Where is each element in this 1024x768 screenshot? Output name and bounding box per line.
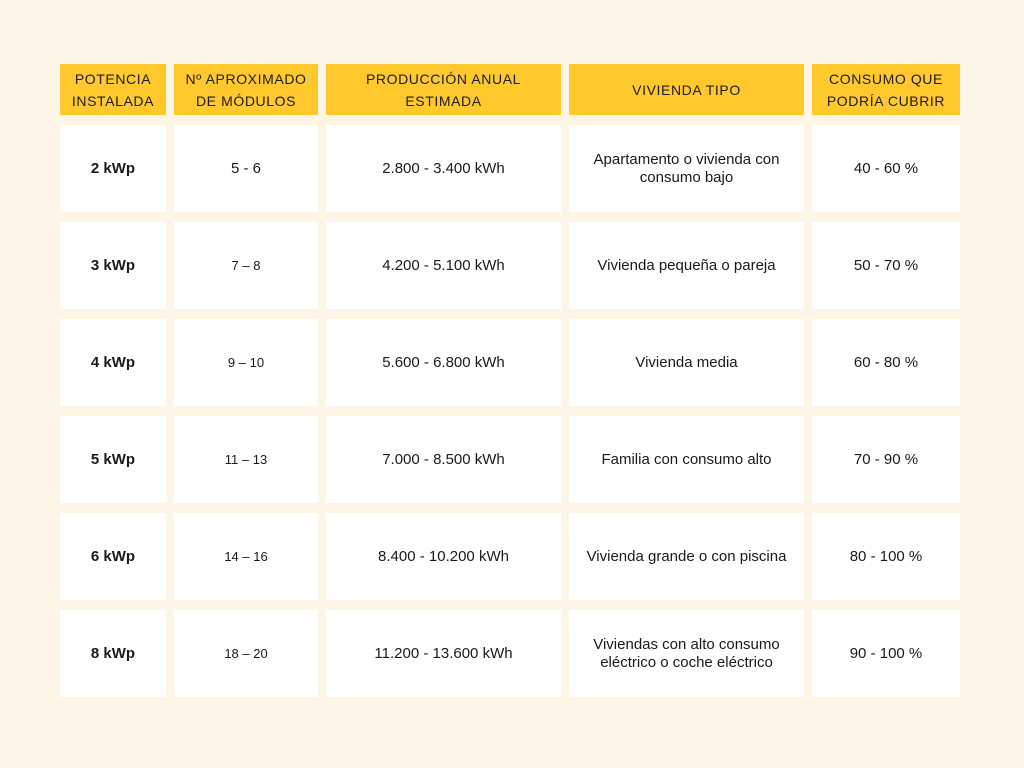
cell-home: Familia con consumo alto bbox=[569, 416, 804, 503]
cell-coverage: 60 - 80 % bbox=[812, 319, 960, 406]
cell-coverage: 40 - 60 % bbox=[812, 125, 960, 212]
cell-power: 4 kWp bbox=[60, 319, 166, 406]
cell-modules: 11 – 13 bbox=[174, 416, 318, 503]
cell-production: 8.400 - 10.200 kWh bbox=[326, 513, 561, 600]
cell-power: 6 kWp bbox=[60, 513, 166, 600]
cell-modules: 7 – 8 bbox=[174, 222, 318, 309]
cell-home: Vivienda grande o con piscina bbox=[569, 513, 804, 600]
cell-coverage: 80 - 100 % bbox=[812, 513, 960, 600]
cell-modules: 5 - 6 bbox=[174, 125, 318, 212]
cell-modules: 18 – 20 bbox=[174, 610, 318, 697]
cell-production: 7.000 - 8.500 kWh bbox=[326, 416, 561, 503]
header-vivienda: VIVIENDA TIPO bbox=[569, 64, 804, 115]
header-consumo: CONSUMO QUE PODRÍA CUBRIR bbox=[812, 64, 960, 115]
cell-production: 5.600 - 6.800 kWh bbox=[326, 319, 561, 406]
cell-coverage: 90 - 100 % bbox=[812, 610, 960, 697]
cell-modules: 14 – 16 bbox=[174, 513, 318, 600]
header-produccion: PRODUCCIÓN ANUAL ESTIMADA bbox=[326, 64, 561, 115]
cell-power: 3 kWp bbox=[60, 222, 166, 309]
cell-home: Apartamento o vivienda con consumo bajo bbox=[569, 125, 804, 212]
header-potencia: POTENCIA INSTALADA bbox=[60, 64, 166, 115]
cell-power: 5 kWp bbox=[60, 416, 166, 503]
cell-home: Vivienda media bbox=[569, 319, 804, 406]
cell-production: 11.200 - 13.600 kWh bbox=[326, 610, 561, 697]
cell-production: 2.800 - 3.400 kWh bbox=[326, 125, 561, 212]
cell-home: Viviendas con alto consumo eléctrico o coche eléctrico bbox=[569, 610, 804, 697]
cell-coverage: 70 - 90 % bbox=[812, 416, 960, 503]
header-modulos: Nº APROXIMADO DE MÓDULOS bbox=[174, 64, 318, 115]
solar-table bbox=[60, 64, 960, 697]
cell-home: Vivienda pequeña o pareja bbox=[569, 222, 804, 309]
cell-coverage: 50 - 70 % bbox=[812, 222, 960, 309]
cell-modules: 9 – 10 bbox=[174, 319, 318, 406]
cell-power: 2 kWp bbox=[60, 125, 166, 212]
cell-production: 4.200 - 5.100 kWh bbox=[326, 222, 561, 309]
cell-power: 8 kWp bbox=[60, 610, 166, 697]
